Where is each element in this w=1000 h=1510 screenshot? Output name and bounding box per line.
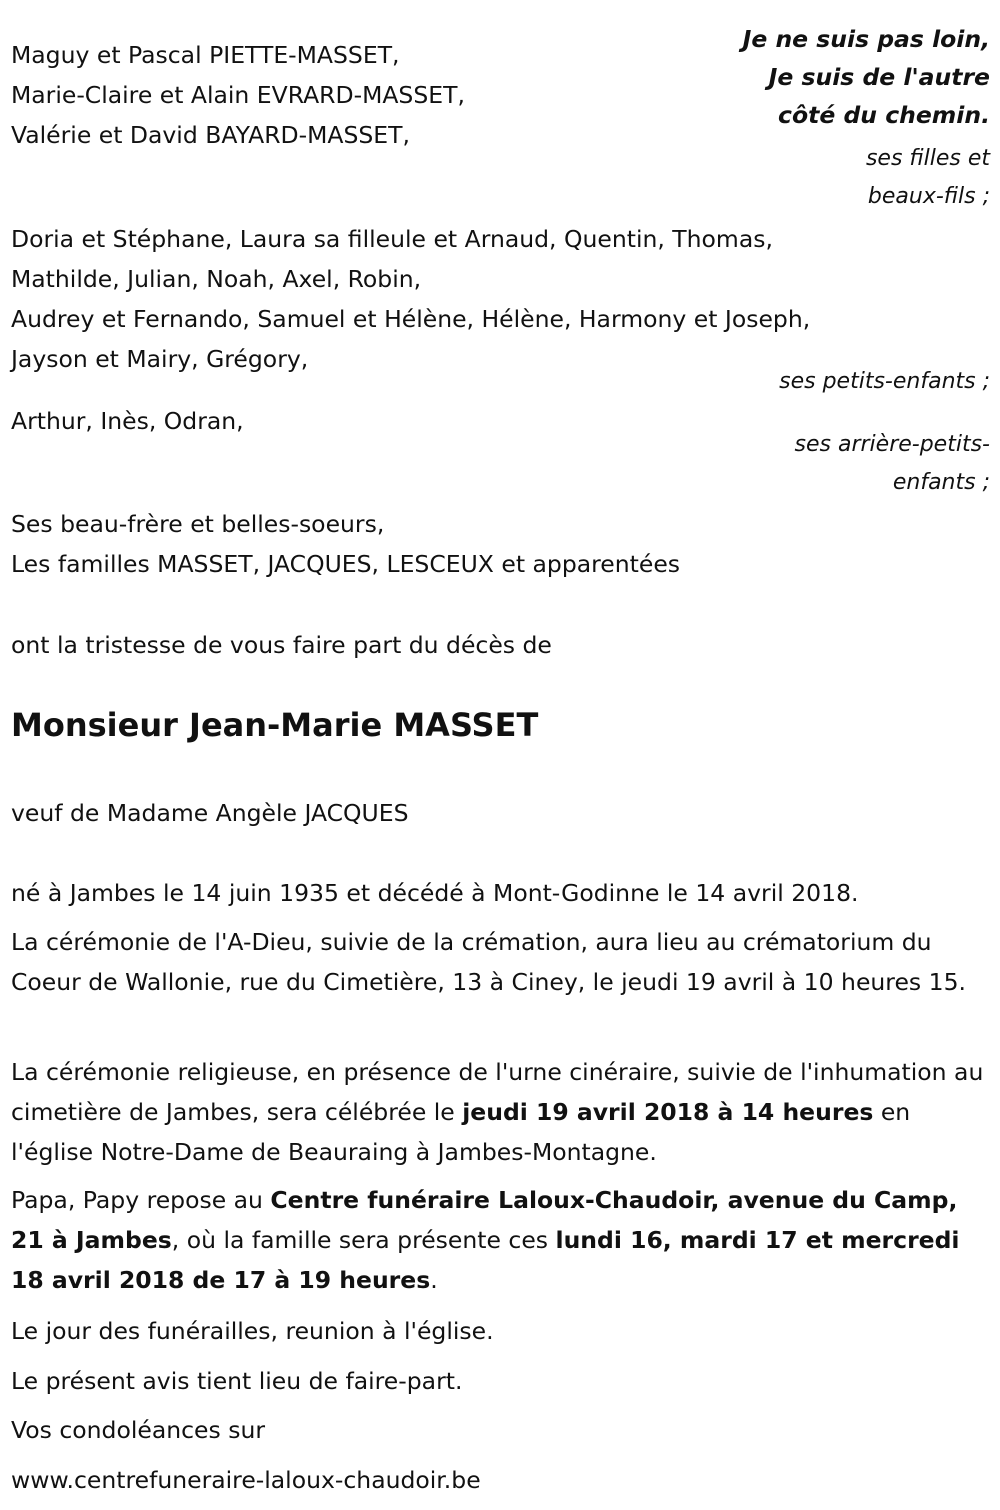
family-line: Doria et Stéphane, Laura sa filleule et Arnaud, Quentin, Thomas, <box>11 225 773 253</box>
quote-line: côté du chemin. <box>778 101 990 129</box>
family-line: Audrey et Fernando, Samuel et Hélène, Hélène, Harmony et Joseph, <box>11 305 811 333</box>
great-grandchildren-role <box>795 426 990 502</box>
religious-date: jeudi 19 avril 2018 à 14 heures <box>462 1098 874 1126</box>
notice-text: Le présent avis tient lieu de faire-part. <box>11 1367 463 1395</box>
birth-death-text: né à Jambes le 14 juin 1935 et décédé à Mont-Godinne le 14 avril 2018. <box>11 879 859 907</box>
widower-text: veuf de Madame Angèle JACQUES <box>11 799 409 827</box>
family-line: Les familles MASSET, JACQUES, LESCEUX et apparentées <box>11 550 681 578</box>
family-line: Marie-Claire et Alain EVRARD-MASSET, <box>11 81 465 109</box>
rest-text-pre: Papa, Papy repose au <box>11 1186 271 1214</box>
rest-text-mid: , où la famille sera présente ces <box>171 1226 556 1254</box>
rest-text-post: . <box>430 1266 438 1294</box>
family-line: Valérie et David BAYARD-MASSET, <box>11 121 410 149</box>
deceased-name: Monsieur Jean-Marie MASSET <box>11 706 539 744</box>
daughters-role <box>866 140 990 216</box>
condolences-text: Vos condoléances sur <box>11 1416 266 1444</box>
religious-text-pre: La cérémonie religieuse, en présence de l'urne cinéraire, suivie de l'inhumation au cimetière de Jambes, sera célébrée le <box>11 1058 984 1126</box>
role-line: ses filles et <box>865 146 990 171</box>
family-line: Maguy et Pascal PIETTE-MASSET, <box>11 41 400 69</box>
daughters-list <box>11 35 986 155</box>
quote-line: Je suis de l'autre <box>768 63 990 91</box>
grandchildren-list <box>11 219 986 379</box>
family-line: Ses beau-frère et belles-soeurs, <box>11 510 385 538</box>
role-line: beaux-fils ; <box>867 184 990 209</box>
religious-ceremony-paragraph <box>11 1052 986 1172</box>
family-line: Mathilde, Julian, Noah, Axel, Robin, <box>11 265 422 293</box>
family-line: Arthur, Inès, Odran, <box>11 407 244 435</box>
visitation-dates: lundi 16, mardi 17 et mercredi 18 avril 2018 de 17 à 19 heures <box>11 1226 960 1294</box>
quote-line: Je ne suis pas loin, <box>742 25 990 53</box>
role-line: enfants ; <box>892 470 990 495</box>
grandchildren-role: ses petits-enfants ; <box>779 369 990 394</box>
website-link[interactable]: www.centrefuneraire-laloux-chaudoir.be <box>11 1466 481 1494</box>
extended-family <box>11 504 986 584</box>
role-line: ses arrière-petits- <box>794 432 990 457</box>
ceremony-adieu-paragraph: La cérémonie de l'A-Dieu, suivie de la crémation, aura lieu au crématorium du Coeur de Wallonie, rue du Cimetière, 13 à Ciney, le jeudi 19 avril à 10 heures 15. <box>11 928 966 996</box>
resting-place-paragraph <box>11 1180 986 1300</box>
religious-text-post: en l'église Notre-Dame de Beauraing à Jambes-Montagne. <box>11 1098 911 1166</box>
announcement-text: ont la tristesse de vous faire part du décès de <box>11 631 552 659</box>
family-line: Jayson et Mairy, Grégory, <box>11 345 309 373</box>
funeral-home-address: Centre funéraire Laloux-Chaudoir, avenue du Camp, 21 à Jambes <box>11 1186 958 1254</box>
reunion-text: Le jour des funérailles, reunion à l'église. <box>11 1317 494 1345</box>
